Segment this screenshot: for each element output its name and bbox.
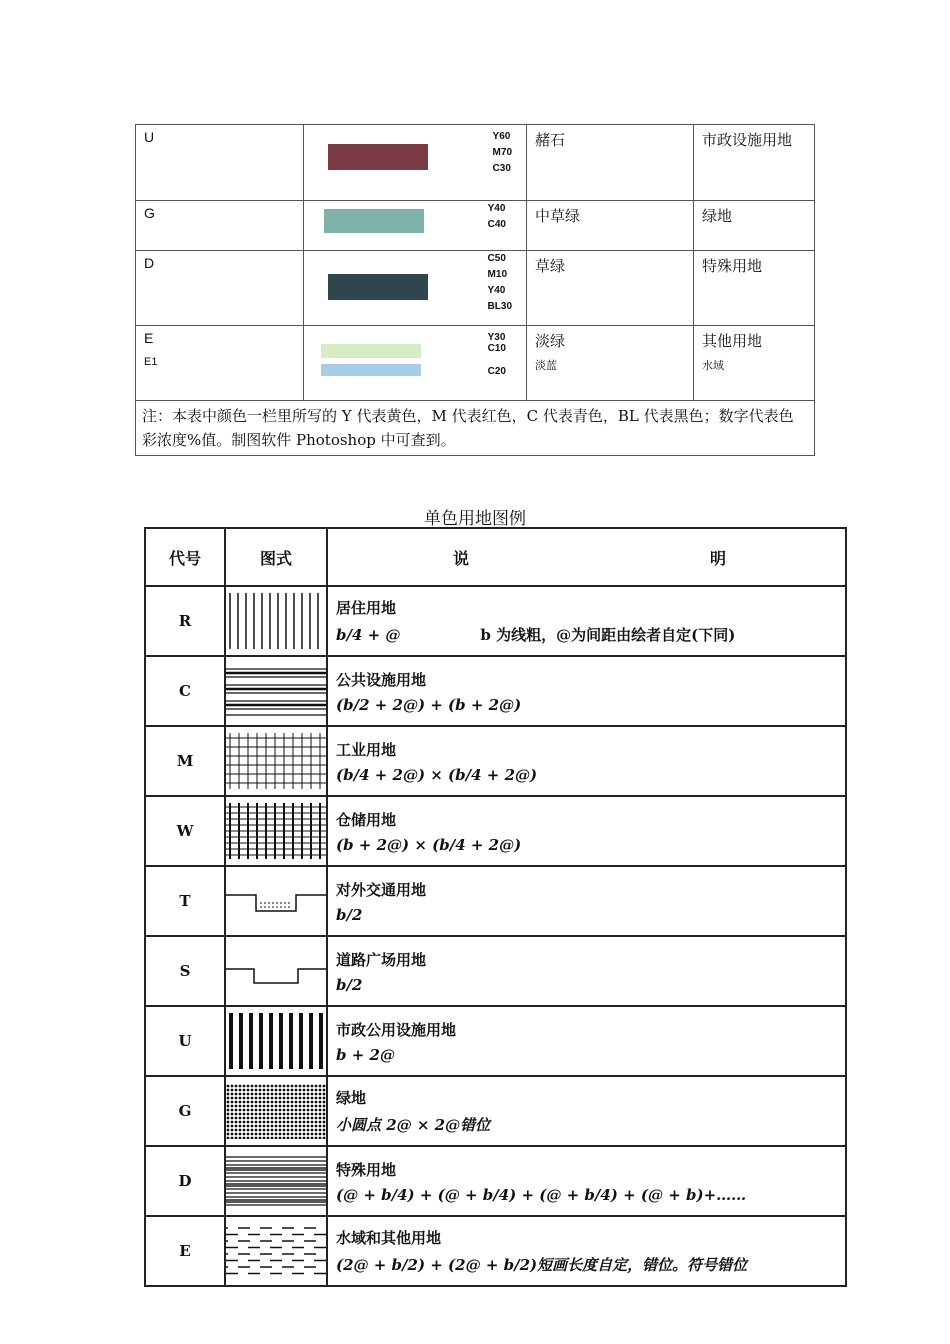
legend-row [145,866,846,936]
hatch-pattern-icon [226,873,326,929]
legend-description [327,866,846,936]
hatch-pattern-icon [226,663,326,719]
legend-description [327,1006,846,1076]
note-row [136,401,815,456]
legend-row [145,936,846,1006]
swatch-cell [304,125,527,201]
color-row-e [136,326,815,401]
legend-formula: (b + 2@) × (b/4 + 2@) [336,835,522,854]
legend-pattern [225,586,327,656]
legend-title: 水域和其他用地 [336,1229,442,1247]
legend-row [145,1076,846,1146]
header-description: 说 明 [327,528,846,586]
legend-title: 对外交通用地 [336,880,427,899]
hatch-pattern-icon [226,1153,326,1209]
legend-formula: (b/4 + 2@) × (b/4 + 2@) [336,765,538,784]
legend-code: R [145,586,225,656]
cmyk-values: Y40 C40 [487,203,506,230]
legend-code: W [145,796,225,866]
code-cell: G [136,201,304,251]
legend-title: 道路广场用地 [336,950,427,969]
code-cell: E E1 [136,326,304,401]
legend-code: D [145,1146,225,1216]
table-note: 注：本表中颜色一栏里所写的 Y 代表黄色，M 代表红色，C 代表青色，BL 代表黑色；数字代表色彩浓度%值。制图软件 Photoshop 中可查到。 [136,401,815,456]
legend-code: E [145,1216,225,1286]
swatch-cell [304,251,527,326]
legend-pattern [225,1146,327,1216]
legend-code: G [145,1076,225,1146]
legend-formula: (b/2 + 2@) + (b + 2@) [336,695,522,714]
legend-formula: (2@ + b/2) + (2@ + b/2)短画长度自定，错位。符号错位 [336,1256,748,1274]
color-swatch [324,209,424,233]
section-title: 单色用地图例 [424,509,526,529]
hatch-pattern-icon [226,733,326,789]
cmyk-values: C50 M10 Y40 BL30 [487,253,512,312]
color-swatch [328,274,428,300]
legend-formula: b/4 + @ b 为线粗，@为间距由绘者自定(下同) [336,626,736,644]
legend-description [327,726,846,796]
color-swatch [328,144,428,170]
legend-title: 公共设施用地 [336,670,427,689]
legend-pattern [225,936,327,1006]
land-use-cell: 市政设施用地 [694,125,815,201]
hatch-pattern-icon [226,593,326,649]
legend-description [327,796,846,866]
legend-header-row [145,528,846,586]
legend-pattern [225,726,327,796]
legend-code: S [145,936,225,1006]
hatch-pattern-icon [226,1083,326,1139]
legend-title: 特殊用地 [336,1160,397,1179]
land-use-cell: 其他用地 水域 [694,326,815,401]
hatch-pattern-icon [226,1223,326,1279]
legend-row [145,586,846,656]
color-name-cell: 草绿 [527,251,694,326]
legend-title: 绿地 [336,1089,367,1107]
legend-code: C [145,656,225,726]
legend-description [327,1216,846,1286]
legend-title: 仓储用地 [336,810,397,829]
legend-title: 工业用地 [336,740,397,759]
legend-title: 居住用地 [336,599,397,617]
land-use-cell: 绿地 [694,201,815,251]
code-text: U [144,129,155,145]
legend-description [327,586,846,656]
legend-formula: b/2 [336,905,363,924]
legend-pattern [225,1006,327,1076]
hatch-pattern-icon [226,943,326,999]
legend-row [145,1216,846,1286]
header-code: 代号 [145,528,225,586]
color-name-cell: 中草绿 [527,201,694,251]
legend-code: U [145,1006,225,1076]
legend-row [145,796,846,866]
color-swatch-light-green [321,344,421,358]
legend-formula: b/2 [336,975,363,994]
hatch-pattern-icon [226,803,326,859]
legend-row [145,1146,846,1216]
legend-title: 市政公用设施用地 [336,1020,457,1039]
color-name-cell: 赭石 [527,125,694,201]
legend-pattern [225,1216,327,1286]
legend-formula: 小圆点 2@ × 2@错位 [336,1116,491,1134]
legend-pattern [225,1076,327,1146]
legend-pattern [225,796,327,866]
land-use-cell: 特殊用地 [694,251,815,326]
hatch-pattern-icon [226,1013,326,1069]
cmyk-values: Y60 M70 C30 [492,131,512,174]
color-swatch-light-blue [321,364,421,376]
legend-description [327,936,846,1006]
legend-description [327,1076,846,1146]
color-row-d [136,251,815,326]
code-cell [136,125,304,201]
color-table [135,124,815,456]
legend-formula: b + 2@ [336,1045,395,1064]
legend-extra-note: b 为线粗，@为间距由绘者自定(下同) [480,626,736,644]
color-row-u [136,125,815,201]
cmyk-values: Y30 C10 C20 [487,332,506,377]
color-row-g [136,201,815,251]
legend-pattern [225,866,327,936]
color-name-cell: 淡绿 淡蓝 [527,326,694,401]
legend-pattern [225,656,327,726]
legend-row [145,1006,846,1076]
legend-description [327,1146,846,1216]
code-sub-text: E1 [144,356,158,368]
legend-code: T [145,866,225,936]
legend-formula: (@ + b/4) + (@ + b/4) + (@ + b/4) + (@ + b)+…… [336,1185,747,1204]
legend-row [145,726,846,796]
legend-row [145,656,846,726]
legend-description [327,656,846,726]
header-pattern: 图式 [225,528,327,586]
code-cell: D [136,251,304,326]
legend-code: M [145,726,225,796]
legend-table [144,527,847,1287]
swatch-cell [304,201,527,251]
swatch-cell [304,326,527,401]
